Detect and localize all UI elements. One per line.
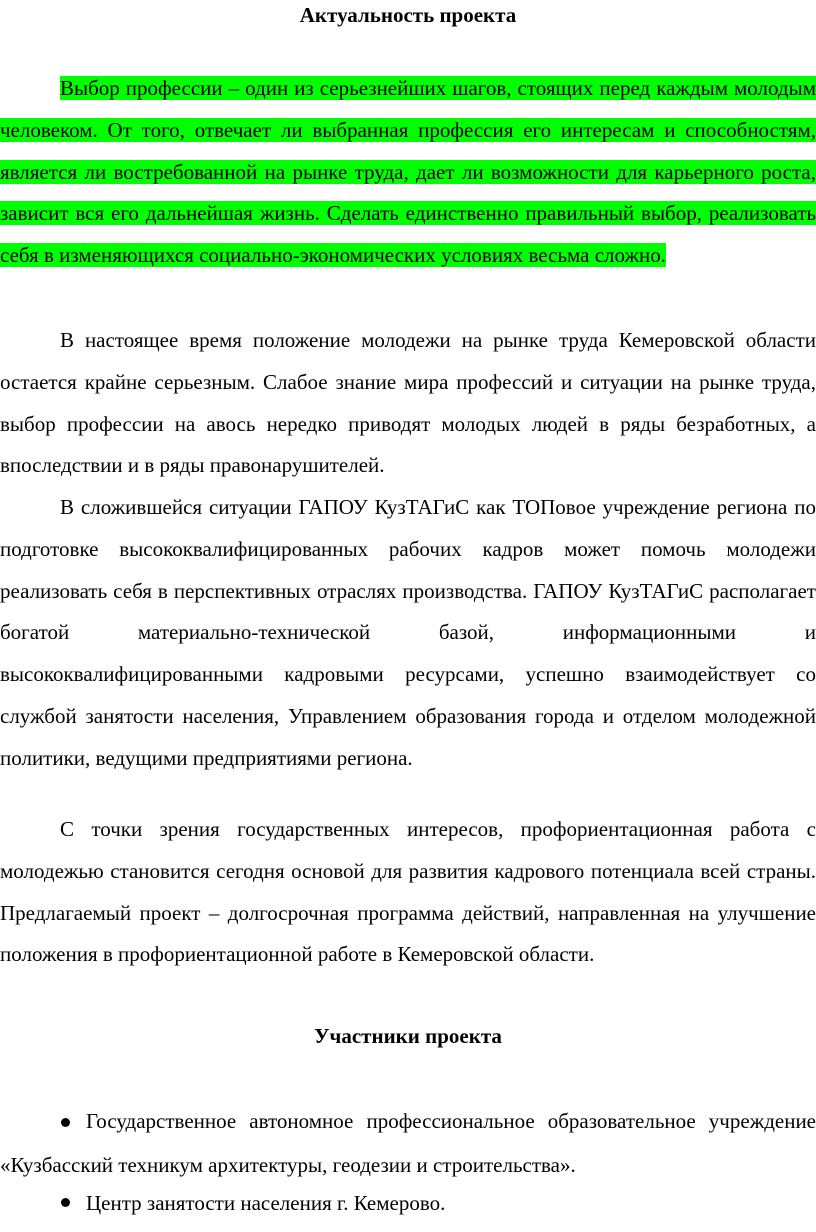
list-item-participant-2: Центр занятости населения г. Кемерово.	[86, 1191, 446, 1215]
paragraph-1	[0, 68, 816, 277]
list-item-participant-1: Государственное автономное профессиональное образовательное учреждение «Кузбасский техникум архитектуры, геодезии и строительства».	[0, 1109, 816, 1177]
paragraph-4: С точки зрения государственных интересов, профориентационная работа с молодежью становится сегодня основой для развития кадрового потенциала всей страны. Предлагаемый проект – долгосрочная программа действий, направленная на улучшение положения в профориентационной работе в Кемеровской области.	[0, 817, 816, 967]
page-title: Актуальность проекта	[299, 3, 517, 27]
paragraph-3: В сложившейся ситуации ГАПОУ КузТАГиС как ТОПовое учреждение региона по подготовке высококвалифицированных рабочих кадров может помочь молодежи реализовать себя в перспективных отраслях производства. ГАПОУ КузТАГиС располагает богатой материально-технической базой, информационными и высококвалифицированными кадровыми ресурсами, успешно взаимодействует со службой занятости населения, Управлением образования города и отделом молодежной политики, ведущими предприятиями региона.	[0, 495, 816, 770]
highlighted-text: Выбор профессии – один из серьезнейших шагов, стоящих перед каждым молодым человеком. От того, отвечает ли выбранная профессия его интересам и способностям, является ли востребованной на рынке труда, дает ли возможности для карьерного роста, зависит вся его дальнейшая жизнь. Сделать единственно правильный выбор, реализовать себя в изменяющихся социально-экономических условиях весьма сложно.	[0, 76, 816, 268]
section-title-participants: Участники проекта	[314, 1024, 502, 1048]
paragraph-2: В настоящее время положение молодежи на рынке труда Кемеровской области остается крайне серьезным. Слабое знание мира профессий и ситуации на рынке труда, выбор профессии на авось нередко приводят молодых людей в ряды безработных, а впоследствии и в ряды правонарушителей.	[0, 328, 816, 478]
